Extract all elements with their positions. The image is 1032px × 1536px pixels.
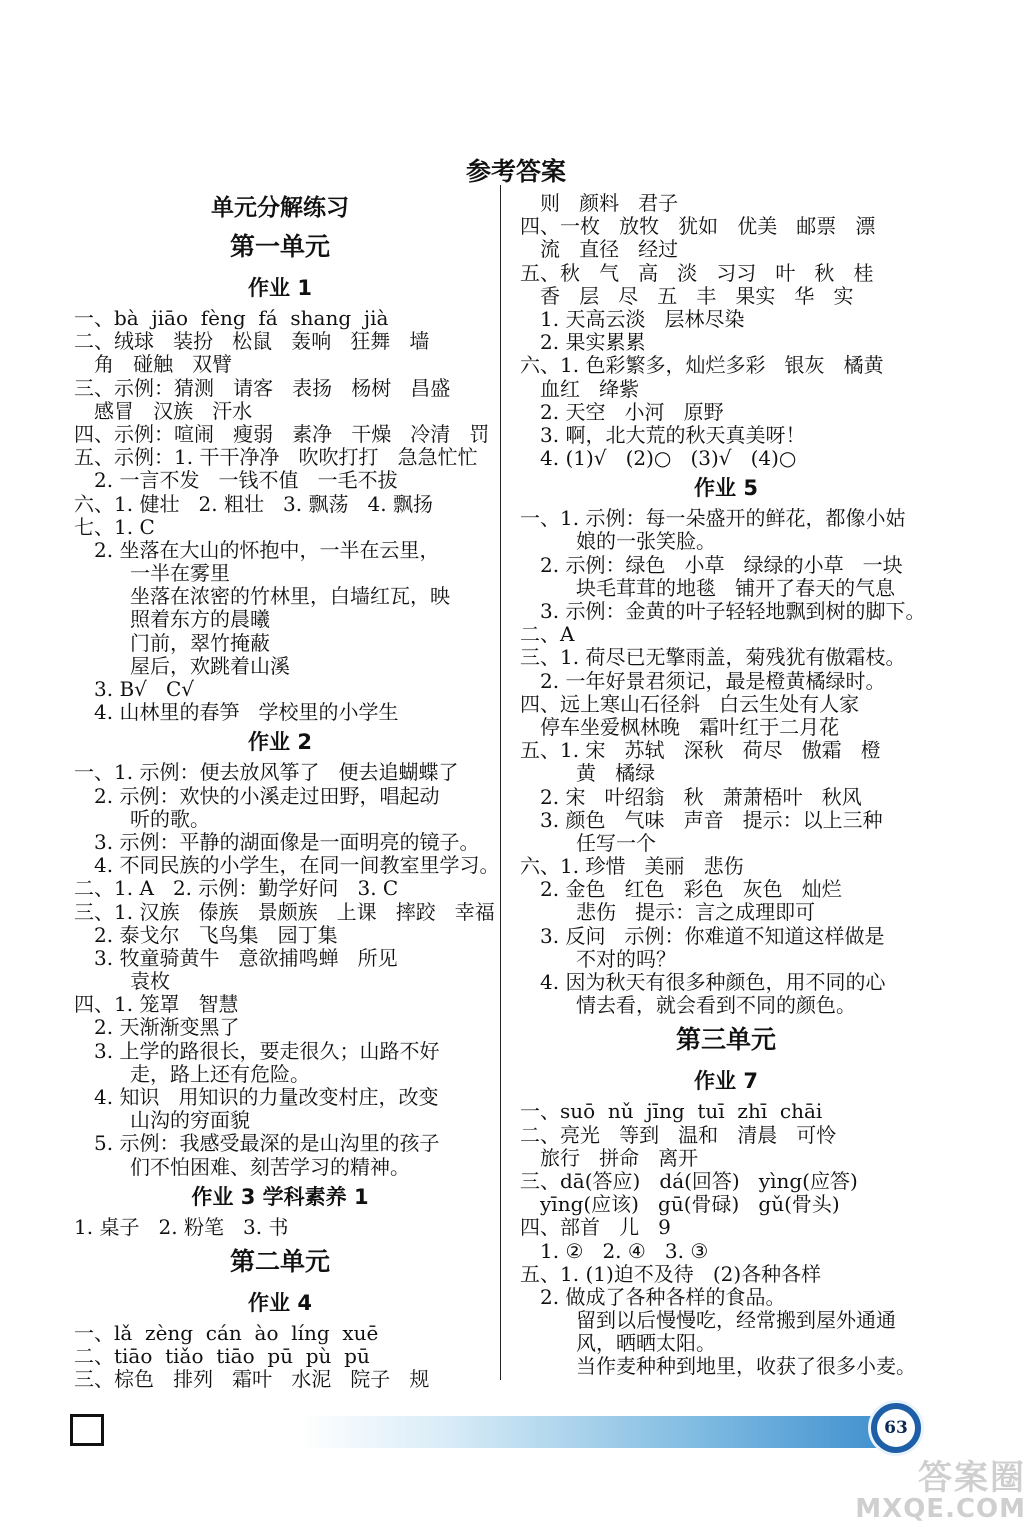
answer-line: 坐落在浓密的竹林里，白墙红瓦，映 xyxy=(130,584,450,609)
answer-line: 3. 反问 示例：你难道不知道这样做是 xyxy=(540,923,885,948)
answer-line: 门前，翠竹掩蔽 xyxy=(130,630,270,655)
answer-line: 角 碰触 双臂 xyxy=(94,352,233,377)
answer-line: 三、示例：猜测 请客 表扬 杨树 昌盛 xyxy=(74,375,451,400)
answer-line: 悲伤 提示：言之成理即可 xyxy=(576,900,816,925)
checkbox-square xyxy=(70,1414,104,1446)
answer-line: 六、1. 健壮 2. 粗壮 3. 飘荡 4. 飘扬 xyxy=(74,491,433,516)
answer-line: 风，晒晒太阳。 xyxy=(576,1331,716,1356)
answer-line: 四、示例：喧闹 瘦弱 素净 干燥 冷清 罚 xyxy=(74,421,490,446)
answer-line: 当作麦种种到地里，收获了很多小麦。 xyxy=(576,1354,916,1379)
unit-heading: 第一单元 xyxy=(229,232,330,261)
answer-line: 4. 知识 用知识的力量改变村庄，改变 xyxy=(94,1085,439,1109)
answer-line: 三、1. 汉族 傣族 景颇族 上课 摔跤 幸福 xyxy=(74,899,495,924)
answer-line: yīng(应该) gū(骨碌) gǔ(骨头) xyxy=(540,1192,840,1217)
answer-line: 3. 啊，北大荒的秋天真美呀！ xyxy=(540,422,806,447)
page-number: 63 xyxy=(877,1409,915,1447)
answer-line: 3. 示例：平静的湖面像是一面明亮的镜子。 xyxy=(94,829,480,854)
answer-line: 3. B√ C√ xyxy=(94,677,194,701)
homework-heading: 作业 5 xyxy=(694,476,758,501)
answer-line: 六、1. 色彩繁多，灿烂多彩 银灰 橘黄 xyxy=(520,353,884,378)
answer-line: 听的歌。 xyxy=(130,806,210,831)
watermark-en: MXQE.COM xyxy=(855,1494,1026,1524)
answer-line: 任写一个 xyxy=(576,830,656,855)
answer-line: 一、1. 示例：每一朵盛开的鲜花，都像小姑 xyxy=(520,506,906,531)
answer-line: 2. 果实累累 xyxy=(540,330,646,355)
answer-line: 停车坐爱枫林晚 霜叶红于二月花 xyxy=(540,714,840,739)
answer-line: 二、A xyxy=(520,622,575,647)
answer-line: 情去看，就会看到不同的颜色。 xyxy=(576,993,856,1018)
answer-line: 香 层 尽 五 丰 果实 华 实 xyxy=(540,283,854,308)
answer-line: 七、1. C xyxy=(74,514,155,539)
unit-heading: 第三单元 xyxy=(675,1025,776,1055)
answer-line: 3. 上学的路很长，要走很久；山路不好 xyxy=(94,1038,440,1063)
answer-line: 2. 坐落在大山的怀抱中，一半在云里， xyxy=(94,537,440,562)
homework-heading: 作业 3 学科素养 1 xyxy=(191,1184,369,1209)
column-divider xyxy=(500,185,501,1380)
answer-line: 娘的一张笑脸。 xyxy=(576,529,716,554)
answer-line: 2. 天渐渐变黑了 xyxy=(94,1015,240,1040)
right-column xyxy=(520,192,932,1379)
left-column xyxy=(74,192,500,1392)
answer-line: 二、tiāo tiǎo tiāo pū pù pū xyxy=(74,1344,370,1369)
answer-line: 2. 示例：绿色 小草 绿绿的小草 一块 xyxy=(540,552,903,577)
answer-line: 二、绒球 装扮 松鼠 轰响 狂舞 墙 xyxy=(74,329,430,354)
homework-heading: 作业 7 xyxy=(694,1069,758,1094)
answer-line: 三、1. 荷尽已无擎雨盖，菊残犹有傲霜枝。 xyxy=(520,645,906,670)
answer-line: 三、dā(答应) dá(回答) yìng(应答) xyxy=(520,1168,858,1193)
watermark-logo xyxy=(848,1450,1026,1530)
answer-line: 六、1. 珍惜 美丽 悲伤 xyxy=(520,854,744,879)
answer-line: 四、1. 笼罩 智慧 xyxy=(74,992,239,1017)
page-number-badge xyxy=(868,1400,924,1456)
answer-line: 四、一枚 放牧 犹如 优美 邮票 漂 xyxy=(520,214,876,239)
answer-line: 们不怕困难、刻苦学习的精神。 xyxy=(130,1154,410,1179)
answer-line: 块毛茸茸的地毯 铺开了春天的气息 xyxy=(576,575,896,600)
answer-line: 4. (1)√ (2)○ (3)√ (4)○ xyxy=(540,446,797,471)
answer-line: 3. 牧童骑黄牛 意欲捕鸣蝉 所见 xyxy=(94,945,398,970)
answer-line: 3. 示例：金黄的叶子轻轻地飘到树的脚下。 xyxy=(540,599,926,623)
answer-line: 旅行 拼命 离开 xyxy=(540,1145,699,1170)
answer-line: 走，路上还有危险。 xyxy=(130,1061,310,1086)
answer-line: 一、bà jiāo fèng fá shang jià xyxy=(74,306,389,330)
answer-line: 则 颜料 君子 xyxy=(540,191,679,215)
answer-line: 四、部首 儿 9 xyxy=(520,1215,671,1240)
answer-line: 感冒 汉族 汗水 xyxy=(94,398,253,423)
answer-line: 2. 金色 红色 彩色 灰色 灿烂 xyxy=(540,877,842,902)
answer-line: 4. 山林里的春笋 学校里的小学生 xyxy=(94,700,399,725)
answer-line: 五、示例：1. 干干净净 吹吹打打 急急忙忙 xyxy=(74,445,478,470)
answer-line: 四、远上寒山石径斜 白云生处有人家 xyxy=(520,691,860,716)
section-heading: 单元分解练习 xyxy=(211,195,349,221)
answer-line: 4. 不同民族的小学生，在同一间教室里学习。 xyxy=(94,853,500,878)
answer-line: 山沟的穷面貌 xyxy=(130,1108,250,1133)
answer-line: 三、棕色 排列 霜叶 水泥 院子 规 xyxy=(74,1367,430,1392)
answer-line: 五、1. (1)迫不及待 (2)各种各样 xyxy=(520,1261,822,1286)
answer-line: 3. 颜色 气味 声音 提示：以上三种 xyxy=(540,807,883,832)
answer-line: 2. 一年好景君须记，最是橙黄橘绿时。 xyxy=(540,668,886,693)
unit-heading: 第二单元 xyxy=(229,1246,330,1276)
answer-line: 血红 绛紫 xyxy=(540,376,640,401)
answer-line: 2. 示例：欢快的小溪走过田野，唱起动 xyxy=(94,783,440,808)
answer-line: 5. 示例：我感受最深的是山沟里的孩子 xyxy=(94,1131,440,1156)
answer-line: 袁枚 xyxy=(130,969,170,994)
answer-line: 1. 天高云淡 层林尽染 xyxy=(540,306,745,331)
answer-line: 2. 宋 叶绍翁 秋 萧萧梧叶 秋风 xyxy=(540,784,862,809)
answer-line: 流 直径 经过 xyxy=(540,237,679,262)
answer-line: 2. 做成了各种各样的食品。 xyxy=(540,1284,786,1309)
answer-line: 1. ② 2. ④ 3. ③ xyxy=(540,1238,709,1263)
answer-line: 二、1. A 2. 示例：勤学好问 3. C xyxy=(74,876,399,901)
answer-line: 屋后，欢跳着山溪 xyxy=(130,653,290,678)
answer-line: 一、lǎ zèng cán ào líng xuē xyxy=(74,1320,379,1345)
answer-line: 一、1. 示例：便去放风筝了 便去追蝴蝶了 xyxy=(74,760,459,785)
answer-line: 黄 橘绿 xyxy=(576,761,656,786)
answer-line: 照着东方的晨曦 xyxy=(130,607,270,632)
answer-line: 一、suō nǔ jīng tuī zhī chāi xyxy=(520,1099,823,1124)
answer-line: 2. 一言不发 一钱不值 一毛不拔 xyxy=(94,468,398,493)
answer-line: 2. 泰戈尔 飞鸟集 园丁集 xyxy=(94,922,338,947)
answer-line: 4. 因为秋天有很多种颜色，用不同的心 xyxy=(540,970,886,994)
answer-line: 一半在雾里 xyxy=(130,561,230,586)
homework-heading: 作业 2 xyxy=(248,730,312,755)
homework-heading: 作业 1 xyxy=(248,276,312,300)
answer-line: 二、亮光 等到 温和 清晨 可怜 xyxy=(520,1122,837,1147)
watermark-cn: 答案圈 xyxy=(918,1458,1026,1498)
page-title: 参考答案 xyxy=(465,157,566,186)
answer-line: 五、1. 宋 苏轼 深秋 荷尽 傲霜 橙 xyxy=(520,738,881,763)
answer-line: 留到以后慢慢吃，经常搬到屋外通通 xyxy=(576,1308,896,1333)
answer-line: 1. 桌子 2. 粉笔 3. 书 xyxy=(74,1214,289,1239)
answer-line: 2. 天空 小河 原野 xyxy=(540,399,724,424)
homework-heading: 作业 4 xyxy=(248,1290,312,1315)
answer-line: 不对的吗？ xyxy=(576,946,676,971)
footer-gradient-bar xyxy=(300,1416,890,1448)
answer-line: 五、秋 气 高 淡 习习 叶 秋 桂 xyxy=(520,260,874,285)
